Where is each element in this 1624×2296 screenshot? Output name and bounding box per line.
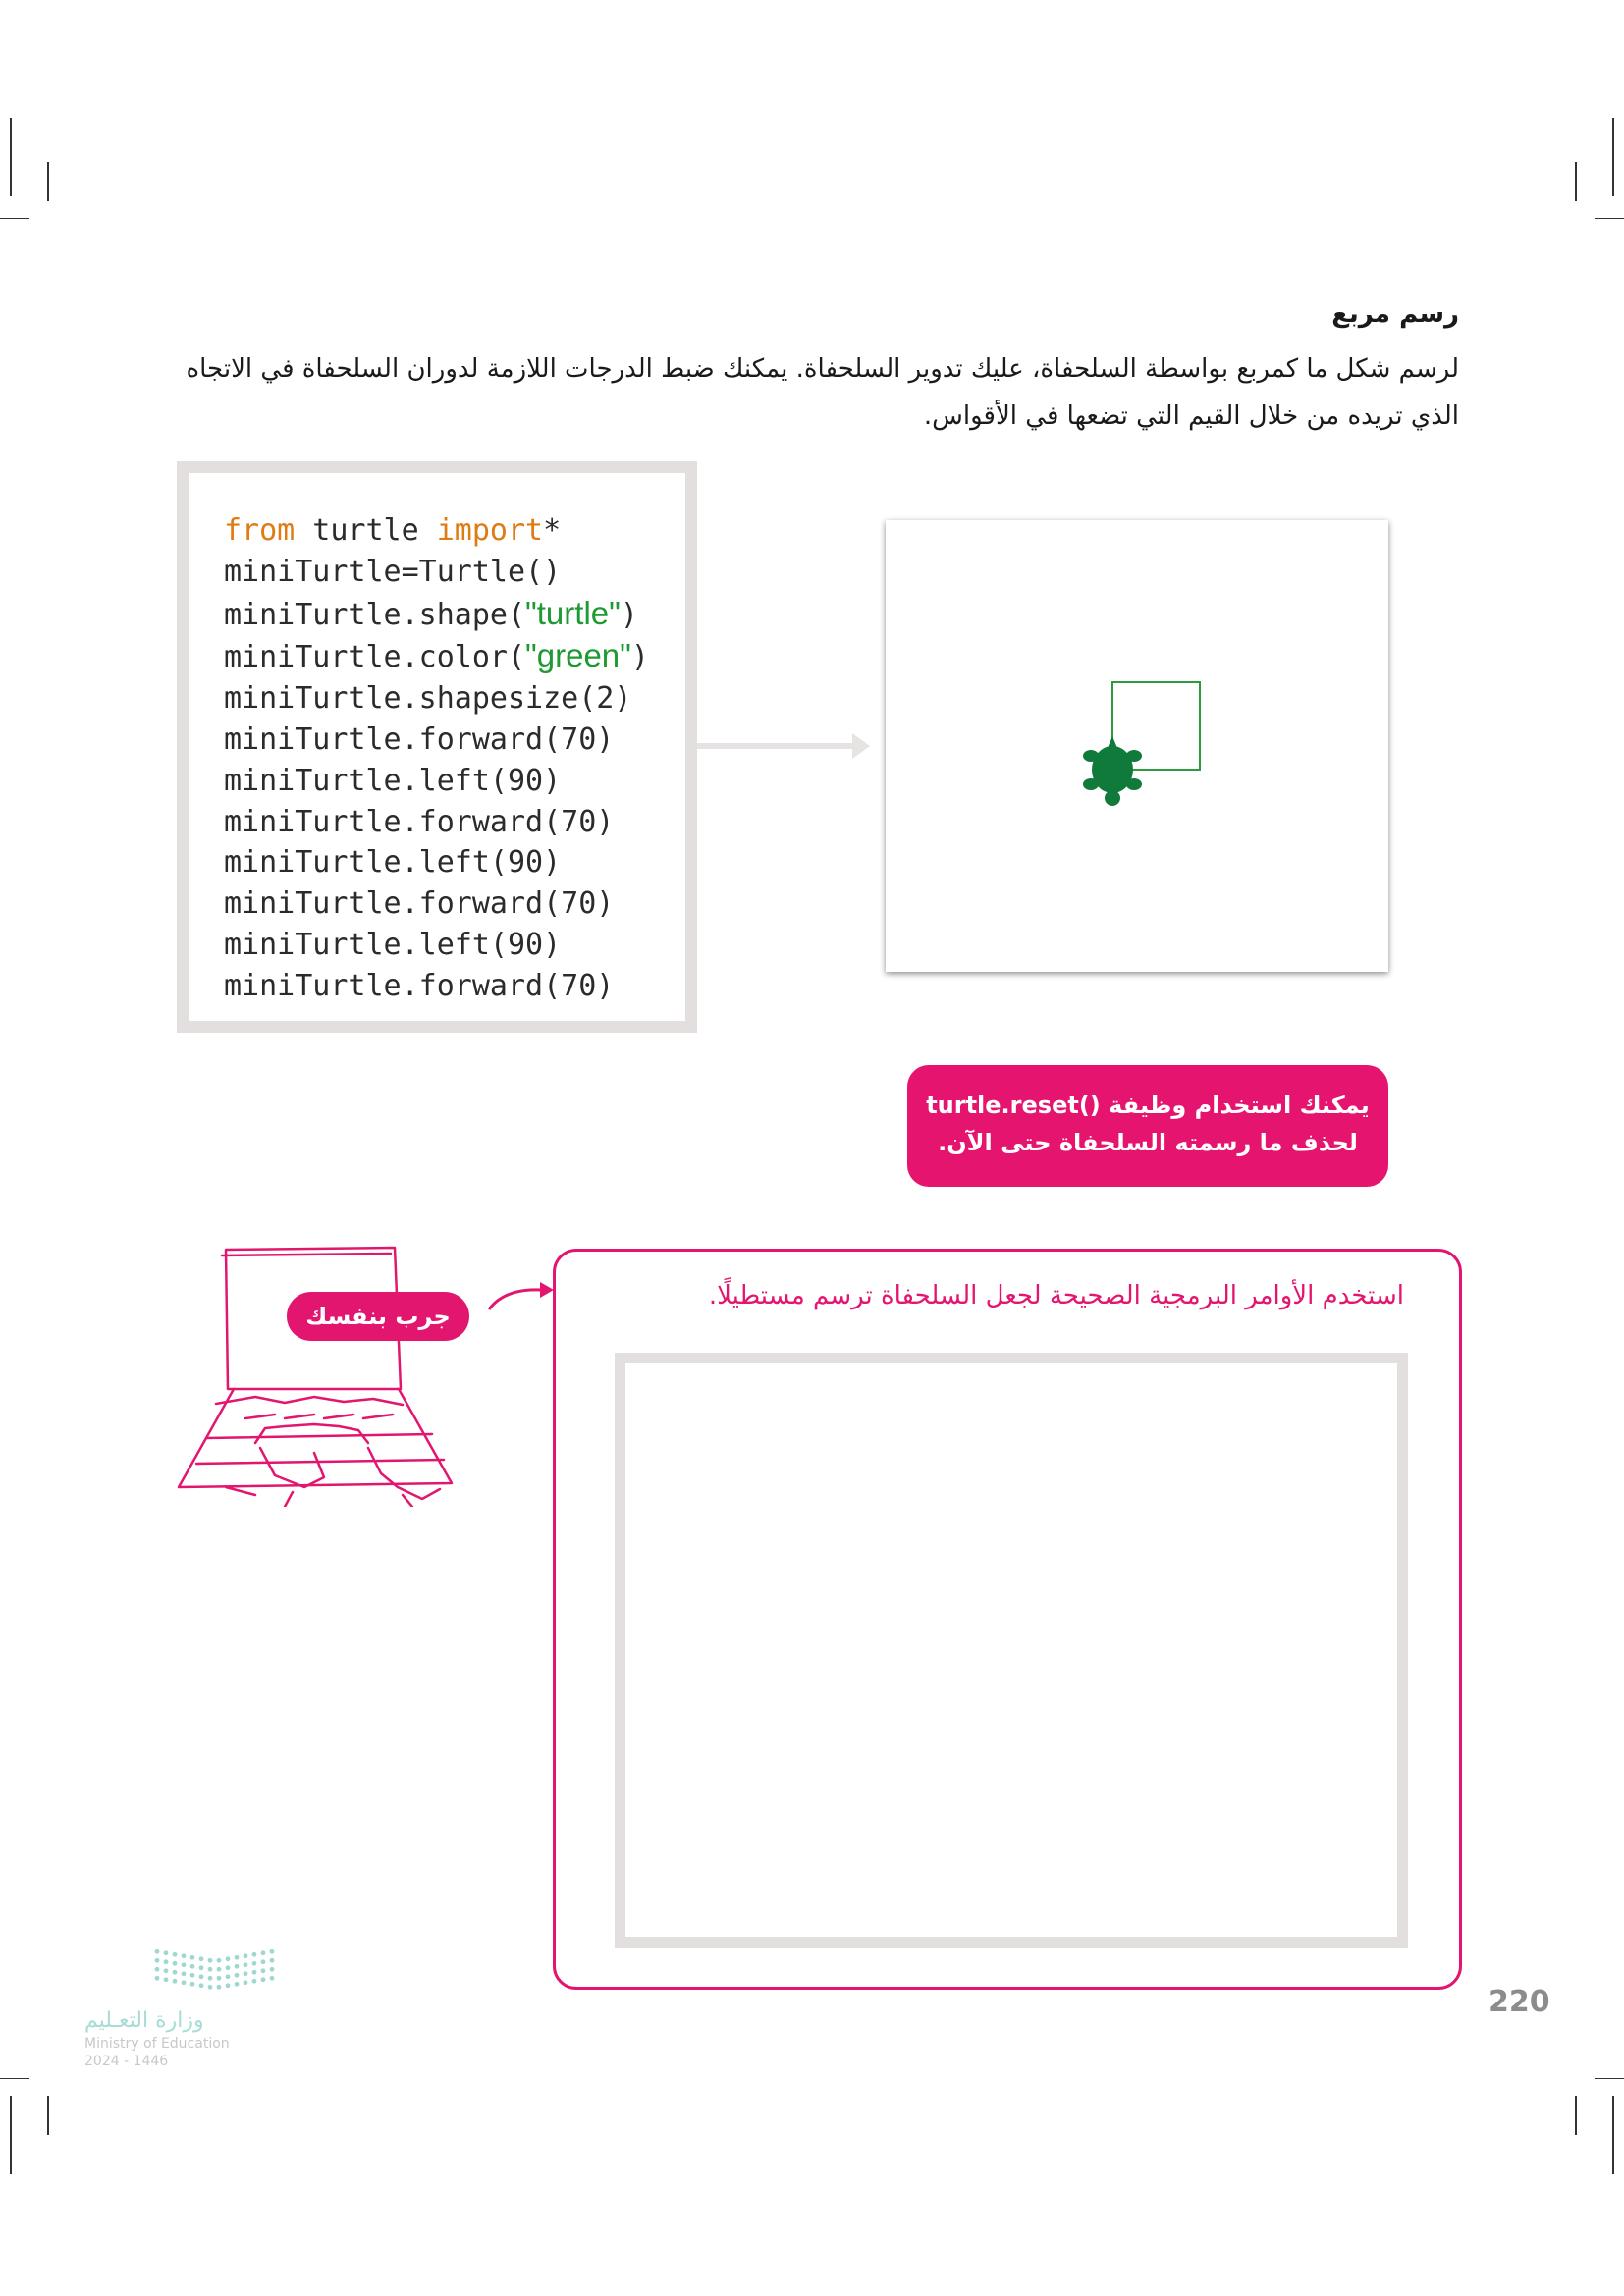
logo-dot [182,1980,187,1985]
logo-dot [164,1977,169,1982]
crop-mark [47,2096,49,2135]
logo-dot [226,1983,231,1988]
code-line [224,802,649,843]
code-text: turtle [295,513,437,548]
logo-dot [155,1967,160,1972]
logo-year-text: 2024 - 1446 [84,2054,169,2069]
logo-dot [261,1950,266,1955]
logo-dot [261,1959,266,1964]
code-text: miniTurtle.shape( [224,597,526,632]
crop-mark [0,2078,29,2079]
logo-dot [208,1985,213,1990]
code-line [224,842,649,883]
logo-dot [155,1976,160,1981]
code-text: * [543,513,562,548]
logo-dot [190,1955,195,1960]
logo-dot [217,1967,222,1972]
code-line [224,635,649,678]
logo-dot [261,1968,266,1973]
tip-box [907,1065,1388,1187]
code-text: miniTurtle.left(90) [224,845,562,881]
page-number: 220 [1489,1985,1550,2019]
logo-dot [190,1973,195,1978]
logo-dot [199,1965,204,1970]
exercise-box [553,1249,1462,1990]
logo-dot [155,1949,160,1954]
ministry-logo-icon [84,1944,300,2002]
logo-arabic-text: وزارة التعـليم [84,2008,204,2033]
logo-dot [244,1971,248,1976]
logo-dot [226,1974,231,1979]
crop-mark [1612,118,1614,196]
crop-mark [1595,218,1624,219]
code-keyword: from [224,513,296,548]
curved-arrow-icon [485,1276,554,1315]
logo-dot [182,1953,187,1958]
code-line [224,883,649,925]
logo-dot [270,1958,275,1963]
logo-dot [235,1973,240,1978]
code-text: ) [630,640,649,675]
turtle-drawing [886,520,1388,972]
crop-mark [1595,2078,1624,2079]
crop-mark [0,218,29,219]
logo-dot [261,1977,266,1982]
crop-mark [10,118,12,196]
crop-mark [10,2096,12,2174]
tip-line-2: لحذف ما رسمته السلحفاة حتى الآن. [938,1129,1358,1156]
logo-dot [226,1956,231,1961]
code-text: miniTurtle.left(90) [224,763,562,798]
intro-paragraph: لرسم شكل ما كمربع بواسطة السلحفاة، عليك تدوير السلحفاة. يمكنك ضبط الدرجات اللازمة لدوران السلحفاة في الاتجاه الذي تريده من خلال القيم التي تضعها في الأقواس. [186,354,1459,431]
logo-dot [244,1953,248,1958]
logo-dot [173,1961,178,1966]
code-line [224,593,649,636]
logo-dot [173,1970,178,1975]
code-text: miniTurtle.forward(70) [224,804,615,839]
arrow-head-icon [852,733,870,759]
code-string: "turtle" [525,594,621,631]
logo-dot [182,1971,187,1976]
code-text: ) [620,597,638,632]
logo-dot [217,1985,222,1990]
crop-mark [1575,162,1577,201]
arrow-connector [697,743,854,749]
logo-dot [244,1962,248,1967]
code-text: miniTurtle=Turtle() [224,554,562,589]
logo-dot [252,1961,257,1966]
logo-dot [155,1958,160,1963]
crop-mark [47,162,49,201]
logo-dot [182,1962,187,1967]
section-heading: رسم مربع [1331,299,1459,329]
logo-dot [190,1964,195,1969]
logo-dot [190,1982,195,1987]
logo-dot [208,1958,213,1963]
code-string: "green" [525,637,631,674]
logo-dot [235,1964,240,1969]
logo-english-text: Ministry of Education [84,2036,230,2052]
code-text: miniTurtle.forward(70) [224,721,615,757]
logo-dot [244,1980,248,1985]
laptop-typing-illustration [167,1242,481,1507]
turtle-output-canvas [886,520,1388,972]
logo-dot [173,1952,178,1957]
code-line [224,925,649,966]
crop-mark [1575,2096,1577,2135]
logo-dot [199,1956,204,1961]
code-line [224,552,649,593]
logo-dot [235,1982,240,1987]
code-line [224,678,649,720]
logo-dot [270,1967,275,1972]
logo-dot [208,1967,213,1972]
exercise-prompt: استخدم الأوامر البرمجية الصحيحة لجعل السلحفاة ترسم مستطيلًا. [708,1281,1404,1310]
try-yourself-badge: جرب بنفسك [287,1292,469,1341]
code-block [224,510,649,1007]
logo-dot [226,1965,231,1970]
code-line [224,761,649,802]
logo-dot [164,1968,169,1973]
code-text: miniTurtle.left(90) [224,927,562,962]
logo-dot [270,1976,275,1981]
logo-dot [173,1979,178,1984]
logo-dot [217,1958,222,1963]
logo-dot [199,1983,204,1988]
logo-dot [208,1976,213,1981]
code-text: miniTurtle.forward(70) [224,886,615,922]
logo-dot [252,1979,257,1984]
logo-dot [164,1950,169,1955]
logo-dot [235,1955,240,1960]
code-line [224,966,649,1007]
logo-dot [164,1959,169,1964]
logo-dot [252,1970,257,1975]
answer-area[interactable] [615,1353,1408,1948]
code-line [224,720,649,761]
logo-dot [217,1976,222,1981]
code-keyword: import [436,513,544,548]
code-text: miniTurtle.color( [224,640,526,675]
logo-dot [252,1952,257,1957]
turtle-icon [1083,736,1142,806]
logo-dot [270,1949,275,1954]
crop-mark [1612,2096,1614,2174]
code-panel [177,461,697,1033]
code-text: miniTurtle.forward(70) [224,968,615,1003]
code-line [224,510,649,552]
tip-line-1: يمكنك استخدام وظيفة ()turtle.reset [926,1092,1370,1119]
ministry-logo [84,1944,300,2071]
logo-dot [199,1974,204,1979]
code-text: miniTurtle.shapesize(2) [224,681,632,717]
